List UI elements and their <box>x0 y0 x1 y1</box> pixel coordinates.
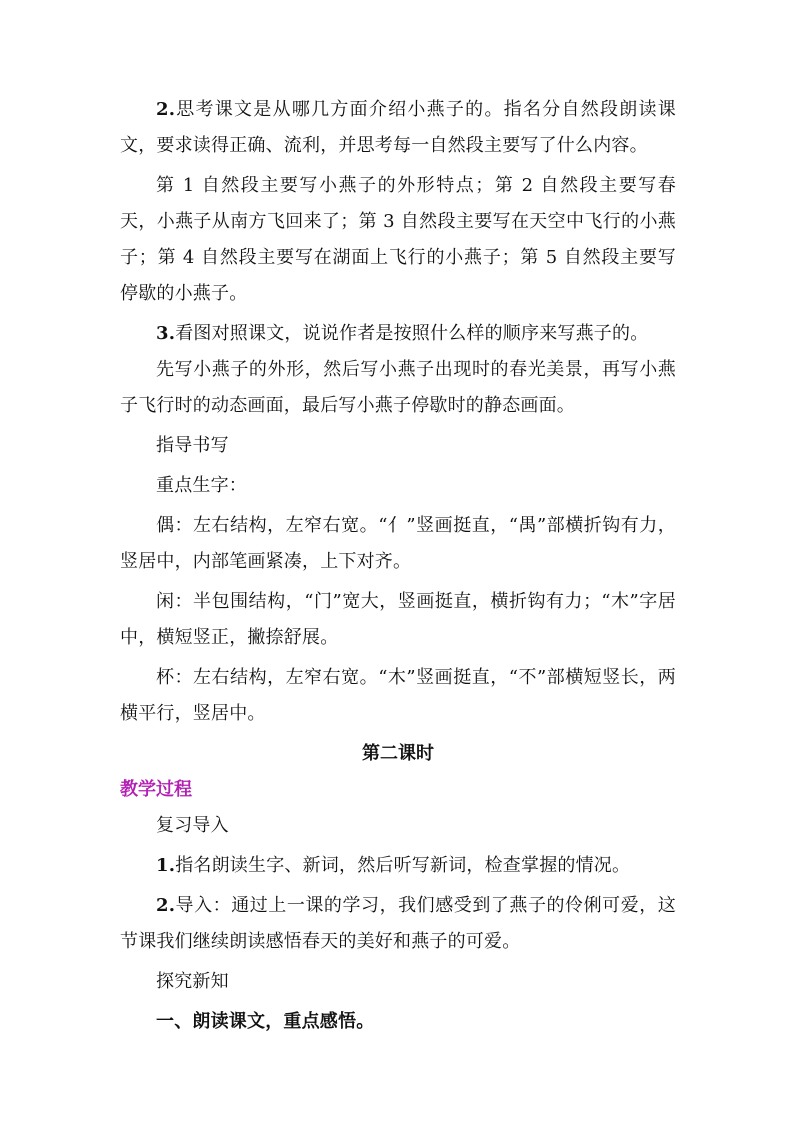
item-number: 2. <box>156 99 176 120</box>
document-page <box>120 92 676 1040</box>
lesson-heading: 第二课时 <box>362 743 434 764</box>
paragraph-think-text: 2.思考课文是从哪几方面介绍小燕子的。指名分自然段朗读课文，要求读得正确、流利，并思考每一自然段主要写了什么内容。 <box>120 99 676 156</box>
paragraph-order-question: 3.看图对照课文，说说作者是按照什么样的顺序来写燕子的。 <box>156 323 649 344</box>
paragraph-char-xian: 闲：半包围结构，“门”宽大，竖画挺直，横折钩有力；“木”字居中，横短竖正，撇捺舒展。 <box>120 591 676 648</box>
item-number: 1. <box>156 855 176 876</box>
paragraph-writing-guide: 指导书写 <box>156 435 229 456</box>
paragraph-section-summary: 第 1 自然段主要写小燕子的外形特点；第 2 自然段主要写春天，小燕子从南方飞回来了；第 3 自然段主要写在天空中飞行的小燕子；第 4 自然段主要写在湖面上飞行的小燕子；第 5 自然段主要写停歇的小燕子。 <box>120 175 676 304</box>
item-number: 2. <box>156 895 176 916</box>
paragraph-read-aloud: 一、朗读课文，重点感悟。 <box>156 1011 375 1032</box>
paragraph-char-bei: 杯：左右结构，左窄右宽。“木”竖画挺直，“不”部横短竖长，两横平行，竖居中。 <box>120 667 676 724</box>
paragraph-review-item-1: 1.指名朗读生字、新词，然后听写新词，检查掌握的情况。 <box>156 855 631 876</box>
paragraph-key-characters: 重点生字： <box>156 475 247 496</box>
paragraph-review-intro: 复习导入 <box>156 815 229 836</box>
paragraph-explore: 探究新知 <box>156 971 229 992</box>
paragraph-review-item-2: 2.导入：通过上一课的学习，我们感受到了燕子的伶俐可爱，这节课我们继续朗读感悟春天的美好和燕子的可爱。 <box>120 895 676 952</box>
item-number: 3. <box>156 323 176 344</box>
section-heading: 教学过程 <box>120 779 192 800</box>
paragraph-char-ou: 偶：左右结构，左窄右宽。“亻”竖画挺直，“禺”部横折钩有力，竖居中，内部笔画紧凑，上下对齐。 <box>120 515 676 572</box>
paragraph-order-answer: 先写小燕子的外形，然后写小燕子出现时的春光美景，再写小燕子飞行时的动态画面，最后写小燕子停歇时的静态画面。 <box>120 359 676 416</box>
